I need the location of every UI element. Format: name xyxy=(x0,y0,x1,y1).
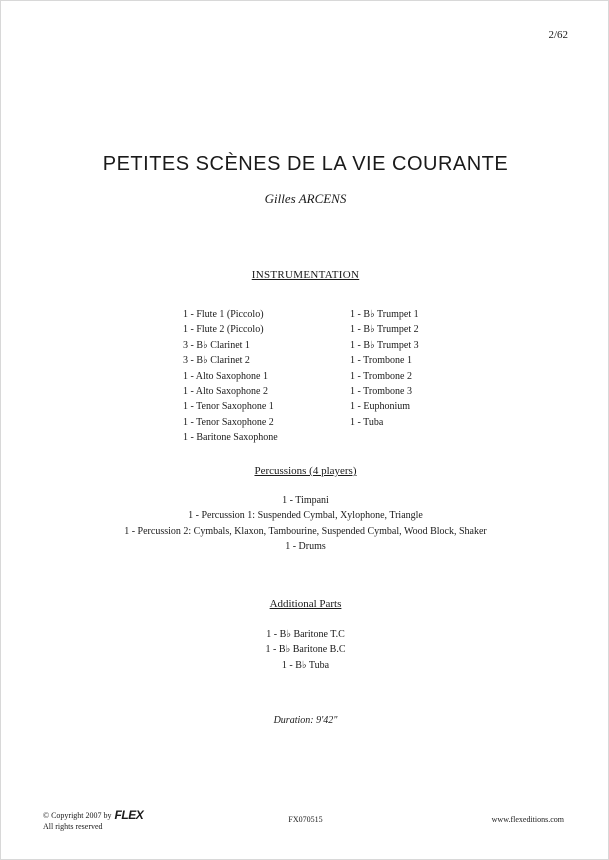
percussion-item: 1 - Timpani xyxy=(282,495,329,506)
publisher-website: www.flexeditions.com xyxy=(491,815,564,824)
instrument-item: 3 - B♭ Clarinet 1 xyxy=(183,339,250,351)
instrument-item: 1 - Trombone 2 xyxy=(350,370,412,382)
rights-text: All rights reserved xyxy=(43,822,103,831)
instrument-item: 1 - Alto Saxophone 1 xyxy=(183,370,268,382)
additional-part-item: 1 - B♭ Tuba xyxy=(281,659,330,671)
percussion-list xyxy=(1,493,609,555)
page-title: PETITES SCÈNES DE LA VIE COURANTE xyxy=(102,153,509,175)
instrument-item: 1 - Baritone Saxophone xyxy=(183,432,278,444)
additional-part-item: 1 - B♭ Baritone T.C xyxy=(266,629,345,640)
instrumentation-heading: INSTRUMENTATION xyxy=(251,269,360,281)
catalog-number: FX070515 xyxy=(288,815,323,824)
additional-parts-heading: Additional Parts xyxy=(269,598,342,610)
flex-logo: FLEX xyxy=(114,808,144,822)
instrument-list-left xyxy=(183,307,343,446)
composer-name: Gilles ARCENS xyxy=(264,191,347,206)
copyright-text: © Copyright 2007 by xyxy=(43,811,112,820)
instrument-list-right xyxy=(350,307,510,430)
instrument-item: 1 - Trombone 1 xyxy=(350,355,412,367)
page-number: 2/62 xyxy=(548,29,568,41)
instrument-item: 1 - Tenor Saxophone 2 xyxy=(183,416,274,428)
duration: Duration: 9'42" xyxy=(273,715,338,726)
percussion-item: 1 - Percussion 2: Cymbals, Klaxon, Tambourine, Suspended Cymbal, Wood Block, Shaker xyxy=(124,525,487,537)
percussion-heading: Percussions (4 players) xyxy=(254,465,357,477)
instrument-item: 1 - Flute 2 (Piccolo) xyxy=(183,324,264,336)
percussion-item: 1 - Drums xyxy=(285,541,326,553)
instrument-item: 1 - Alto Saxophone 2 xyxy=(183,386,268,398)
instrument-item: 1 - Tuba xyxy=(350,416,384,428)
instrument-item: 1 - B♭ Trumpet 2 xyxy=(350,324,419,336)
additional-part-item: 1 - B♭ Baritone B.C xyxy=(265,644,346,656)
instrument-item: 1 - B♭ Trumpet 3 xyxy=(350,339,419,351)
instrument-item: 1 - Flute 1 (Piccolo) xyxy=(183,309,264,320)
instrument-item: 1 - Tenor Saxophone 1 xyxy=(183,401,274,413)
percussion-item: 1 - Percussion 1: Suspended Cymbal, Xylophone, Triangle xyxy=(188,510,423,522)
instrument-item: 1 - Euphonium xyxy=(350,401,410,413)
additional-parts-list xyxy=(1,627,609,673)
instrument-item: 3 - B♭ Clarinet 2 xyxy=(183,355,250,367)
instrument-item: 1 - Trombone 3 xyxy=(350,386,412,398)
instrument-item: 1 - B♭ Trumpet 1 xyxy=(350,309,419,320)
